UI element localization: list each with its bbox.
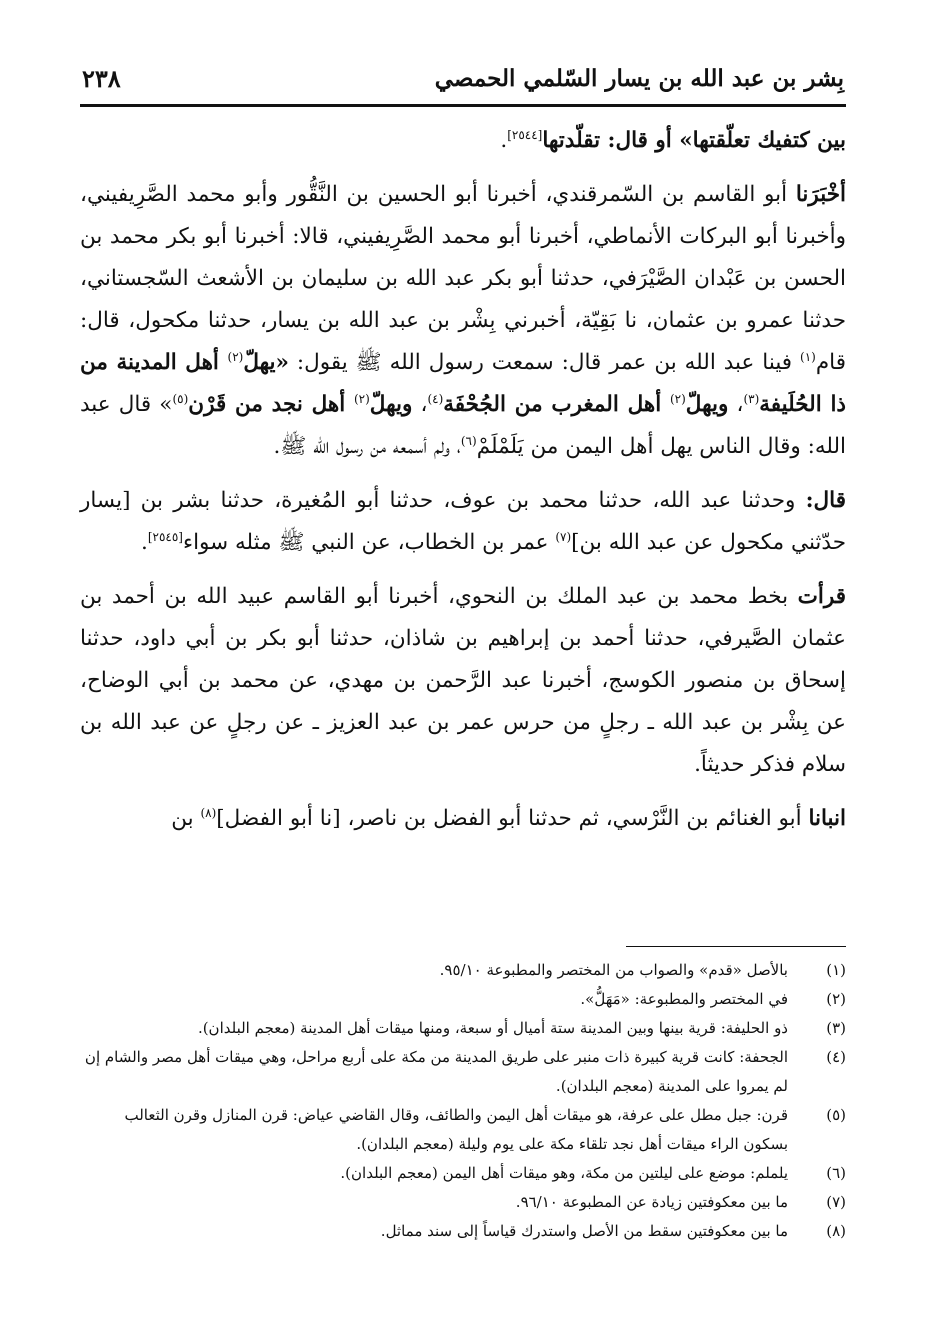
footnote-text: في المختصر والمطبوعة: «مَهَلُّ». <box>580 990 788 1008</box>
hadith-text: ويهلّ <box>685 392 729 417</box>
footnote-number: (٥) <box>826 1106 846 1124</box>
paragraph <box>80 798 846 840</box>
paragraph <box>80 120 846 162</box>
footnote-number: (٢) <box>826 990 846 1008</box>
paragraph-lead-word: قرأت <box>797 584 846 609</box>
footnote <box>80 1159 846 1188</box>
text-segment: ، <box>728 392 744 417</box>
footnote-marker: (٢) <box>669 391 686 406</box>
text-segment: أبو الغنائم بن النَّرْسي، ثم حدثنا أبو الفضل بن ناصر، [نا أبو الفضل] <box>216 806 809 831</box>
paragraph <box>80 480 846 564</box>
footnote <box>80 985 846 1014</box>
paragraph-lead-word: قال: <box>805 488 846 513</box>
footnotes <box>80 956 846 1246</box>
footnote-number: (٤) <box>826 1048 846 1066</box>
footnote-number: (٨) <box>826 1222 846 1240</box>
footnote-marker: (٥) <box>172 391 189 406</box>
footnote <box>80 1217 846 1246</box>
text-segment: عمر بن الخطاب، عن النبي ﷺ مثله سواء <box>182 530 556 555</box>
footnote-number: (٧) <box>826 1193 846 1211</box>
footnote-text: يلملم: موضع على ليلتين من مكة، وهو ميقات أهل اليمن (معجم البلدان). <box>340 1164 788 1182</box>
footnote-marker: (٢) <box>353 391 370 406</box>
footnote-text: بالأصل «قدم» والصواب من المختصر والمطبوعة ٩٥/١٠. <box>439 961 788 979</box>
header-title: بِشر بن عبد الله بن يسار السّلمي الحمصي <box>434 64 844 92</box>
text-segment: . <box>500 128 508 153</box>
footnote <box>80 1188 846 1217</box>
text-segment: أبو القاسم بن السّمرقندي، أخبرنا أبو الحسين بن النَّقُّور وأبو محمد الصَّرِيفيني، وأخبرنا أبو البركات الأنماطي، أخبرنا أبو محمد الصَّرِيفيني، قالا: أخبرنا أبو بكر محمد بن الحسن بن عَبْدان الصَّيْرَفي، حدثنا أبو بكر عبد الله بن سليمان بن الأشعث السّجستاني، حدثنا عمرو بن عثمان، نا بَقِيّة، أخبرني بِشْر بن عبد الله بن يسار، حدثنا مكحول، قال: قام <box>80 182 846 375</box>
main-text <box>80 120 846 852</box>
paragraph-lead-word: انبانا <box>808 806 846 831</box>
text-segment: فينا عبد الله بن عمر قال: سمعت رسول الله ﷺ يقول: <box>288 350 801 375</box>
footnote-marker: (٤) <box>427 391 444 406</box>
footnote-number: (٦) <box>826 1164 846 1182</box>
footnote-number: (١) <box>826 961 846 979</box>
footnote-marker: (٢) <box>227 349 244 364</box>
footnote-number: (٣) <box>826 1019 846 1037</box>
paragraph <box>80 174 846 468</box>
footnote <box>80 1014 846 1043</box>
footnote-text: الجحفة: كانت قرية كبيرة ذات منبر على طريق المدينة من مكة على أربع مراحل، وهي ميقات أهل مصر والشام إن لم يمروا على المدينة (معجم البلدان). <box>84 1048 788 1095</box>
text-segment: وحدثنا عبد الله، حدثنا محمد بن عوف، حدثنا أبو المُغيرة، حدثنا بشر بن [يسار حدّثني مكحول عن عبد الله بن] <box>80 488 846 555</box>
footnote <box>80 956 846 985</box>
footnote-text: ذو الحليفة: قرية بينها وبين المدينة ستة أميال أو سبعة، ومنها ميقات أهل المدينة (معجم البلدان). <box>197 1019 788 1037</box>
text-segment: . <box>140 530 148 555</box>
footnote-separator <box>626 946 846 947</box>
hadith-text: «يهلّ <box>243 350 289 375</box>
page-number: ٢٣٨ <box>82 63 121 93</box>
hadith-text: أهل المدينة من ذا الحُلَيفة <box>80 350 847 417</box>
footnote-text: ما بين معكوفتين سقط من الأصل واستدرك قياساً إلى سند مماثل. <box>380 1222 788 1240</box>
footnote <box>80 1101 846 1159</box>
footnote-text: قرن: جبل مطل على عرفة، هو ميقات أهل اليمن والطائف، وقال القاضي عياض: قرن المنازل وقرن الثعالب بسكون الراء ميقات أهل نجد تلقاء مكة على يوم وليلة (معجم البلدان). <box>124 1106 788 1153</box>
footnote-text: ما بين معكوفتين زيادة عن المطبوعة ٩٦/١٠. <box>515 1193 788 1211</box>
footnote-marker: (٣) <box>743 391 760 406</box>
text-segment: ، ولم أسمعه من رسول الله ﷺ. <box>273 434 461 459</box>
footnote-marker: [٢٥٤٤] <box>507 127 543 142</box>
header-rule <box>80 104 846 107</box>
footnote-marker: (٨) <box>200 805 217 820</box>
text-segment: » قال عبد الله: وقال الناس يهل أهل اليمن من يَلَمْلَمْ <box>80 392 846 459</box>
footnote-marker: (٧) <box>555 529 572 544</box>
hadith-text: بين كتفيك تعلّقتها» أو قال: تقلّدتها <box>542 128 846 153</box>
text-segment: بن <box>171 806 201 831</box>
text-segment: ، <box>412 392 428 417</box>
footnote-marker: (٦) <box>460 433 477 448</box>
hadith-text: أهل نجد من قَرْن <box>188 392 354 417</box>
text-segment: بخط محمد بن عبد الملك بن النحوي، أخبرنا أبو القاسم عبيد الله بن أحمد بن عثمان الصَّيرفي، حدثنا أحمد بن إبراهيم بن شاذان، حدثنا أبو بكر بن أبي داود، حدثنا إسحاق بن منصور الكوسج، أخبرنا عبد الرَّحمن بن مهدي، عن محمد بن أبي الوضاح، عن بِشْر بن عبد الله ـ رجلٍ من حرس عمر بن عبد العزيز ـ عن رجلٍ عن عبد الله بن سلام فذكر حديثاً. <box>80 584 846 777</box>
running-header <box>82 58 844 98</box>
paragraph <box>80 576 846 786</box>
hadith-text: أهل المغرب من الجُحْفَة <box>443 392 670 417</box>
footnote-marker: [٢٥٤٥] <box>147 529 183 544</box>
paragraph-lead-word: أخْبَرَنا <box>795 182 846 207</box>
hadith-text: ويهلّ <box>369 392 413 417</box>
footnote <box>80 1043 846 1101</box>
footnote-marker: (١) <box>800 349 816 364</box>
